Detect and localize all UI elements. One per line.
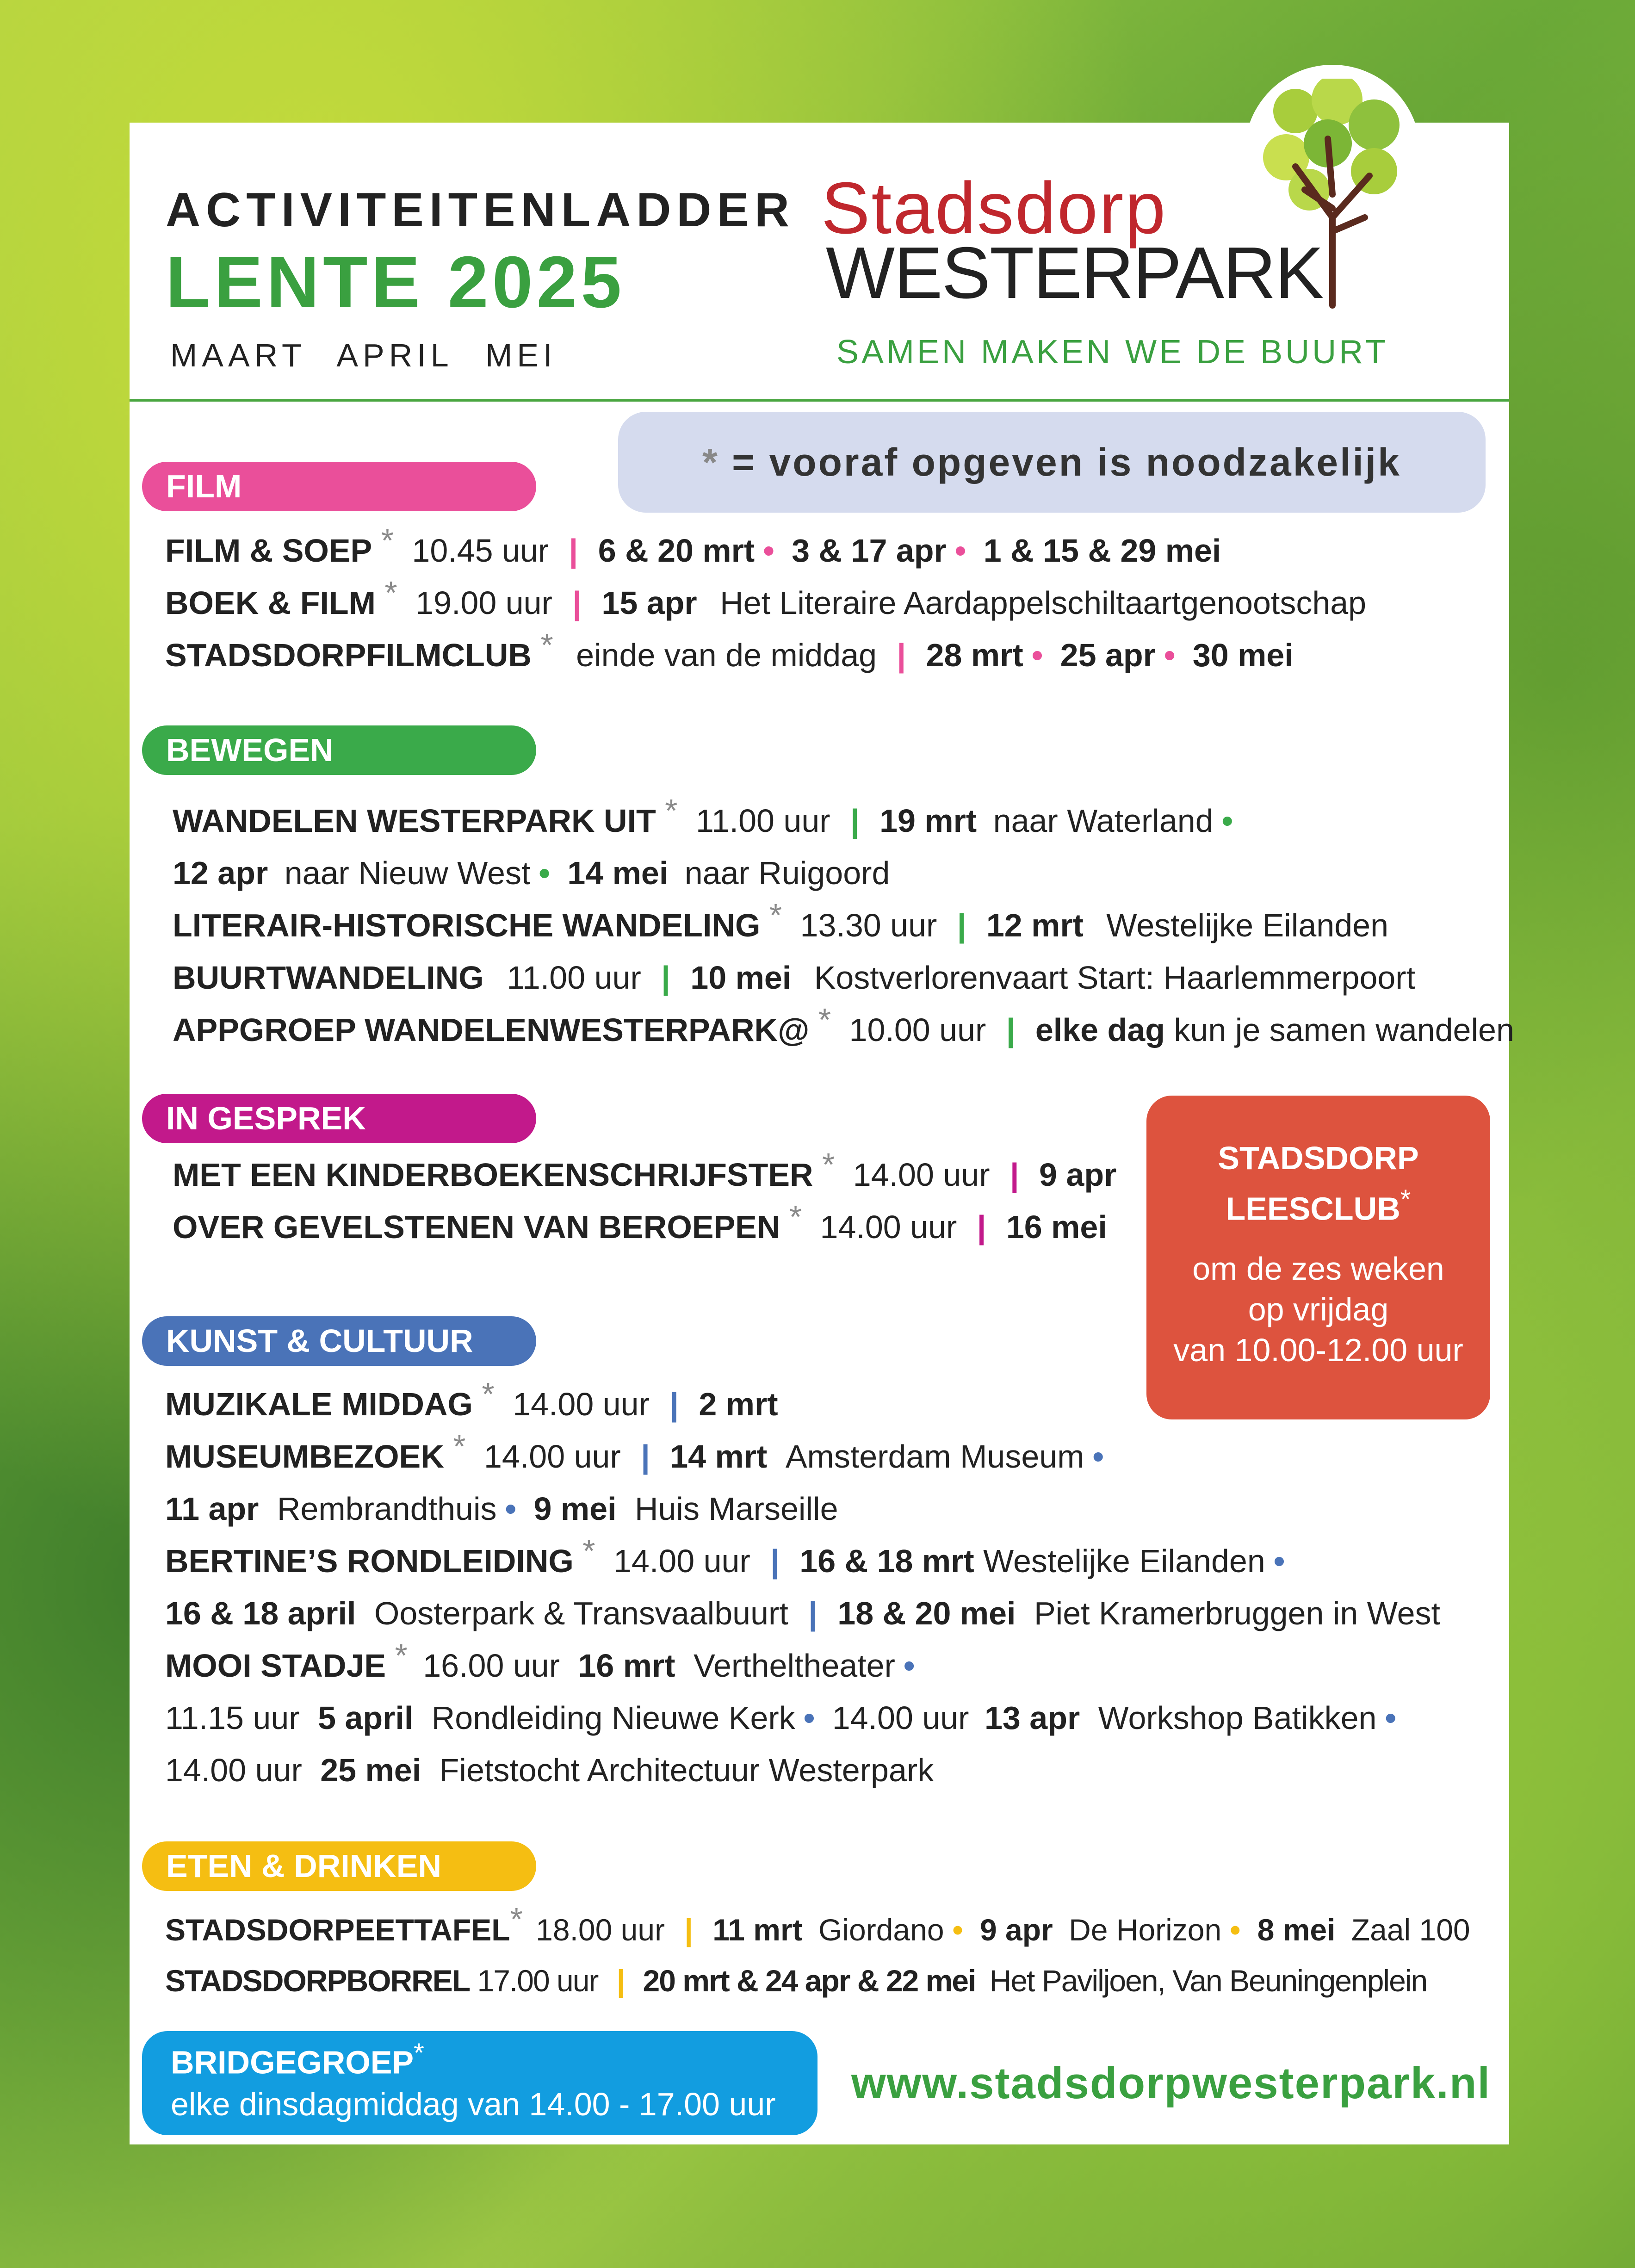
date: 3 & 17 apr [792, 533, 947, 569]
date: 25 apr [1060, 637, 1156, 673]
date: 2 mrt [699, 1386, 778, 1422]
date: 9 apr [1039, 1157, 1117, 1193]
date: 5 april [318, 1700, 414, 1736]
leesclub-box [1146, 1096, 1490, 1419]
description: Amsterdam Museum [785, 1438, 1084, 1475]
section-eten: ETEN & DRINKEN [142, 1841, 536, 1891]
logo-text-bottom: WESTERPARK [826, 232, 1323, 314]
description: Piet Kramerbruggen in West [1034, 1595, 1440, 1631]
time: 17.00 uur [477, 1964, 598, 1998]
time: 11.00 uur [695, 803, 830, 839]
kunst-line-2: MUSEUMBEZOEK * 14.00 uur | 14 mrt Amsterdam Museum • [165, 1428, 1104, 1475]
kunst-line-5: 16 & 18 april Oosterpark & Transvaalbuurt | 18 & 20 mei Piet Kramerbruggen in West [165, 1595, 1440, 1631]
activity-title: APPGROEP WANDELENWESTERPARK@ [173, 1012, 810, 1048]
activity-title: FILM & SOEP [165, 533, 372, 569]
description: Westelijke Eilanden [983, 1543, 1265, 1579]
activity-title: STADSDORPEETTAFEL [165, 1913, 510, 1947]
date: 14 mei [567, 855, 669, 891]
kunst-line-3: 11 apr Rembrandthuis • 9 mei Huis Marseille [165, 1491, 838, 1527]
eten-line-1: STADSDORPEETTAFEL* 18.00 uur | 11 mrt Giordano • 9 apr De Horizon • 8 mei Zaal 100 [165, 1901, 1470, 1947]
date: 11 mrt [712, 1913, 803, 1947]
section-kunst: KUNST & CULTUUR [142, 1316, 536, 1366]
date: 30 mei [1192, 637, 1294, 673]
description: naar Waterland [993, 803, 1214, 839]
date: 8 mei [1257, 1913, 1336, 1947]
time: 14.00 uur [853, 1157, 990, 1193]
leesclub-text-2: op vrijdag [1248, 1291, 1389, 1327]
date: 24 apr [765, 1964, 850, 1998]
description: naar Nieuw West [284, 855, 531, 891]
activity-title: MOOI STADJE [165, 1648, 386, 1684]
activity-title: LITERAIR-HISTORISCHE WANDELING [173, 907, 761, 943]
section-gesprek: IN GESPREK [142, 1094, 536, 1143]
month-label: MAART [170, 337, 306, 373]
time: 16.00 uur [423, 1648, 560, 1684]
description: Kostverlorenvaart Start: Haarlemmerpoort [814, 960, 1416, 996]
description: Workshop Batikken [1098, 1700, 1377, 1736]
date: 10 mei [690, 960, 792, 996]
asterisk: * [702, 440, 719, 484]
description: Het Paviljoen, Van Beuningenplein [989, 1964, 1427, 1998]
time: 10.45 uur [412, 533, 549, 569]
time: 11.15 uur [165, 1700, 300, 1736]
date: 12 mrt [986, 907, 1084, 943]
time: 18.00 uur [536, 1913, 665, 1947]
bewegen-line-3: LITERAIR-HISTORISCHE WANDELING * 13.30 uur | 12 mrt Westelijke Eilanden [173, 897, 1389, 943]
activity-title: BUURTWANDELING [173, 960, 484, 996]
time: 14.00 uur [513, 1386, 650, 1422]
time: 19.00 uur [415, 585, 552, 621]
date: 15 apr [601, 585, 697, 621]
film-line-2: BOEK & FILM * 19.00 uur | 15 apr Het Literaire Aardappelschiltaartgenootschap [165, 575, 1367, 621]
gesprek-line-1: MET EEN KINDERBOEKENSCHRIJFSTER * 14.00 uur | 9 apr [173, 1146, 1117, 1193]
description: naar Ruigoord [684, 855, 890, 891]
activity-title: OVER GEVELSTENEN VAN BEROEPEN [173, 1209, 780, 1245]
date: 13 apr [984, 1700, 1080, 1736]
time: 14.00 uur [832, 1700, 969, 1736]
kunst-line-6: MOOI STADJE * 16.00 uur 16 mrt Vertheltheater • [165, 1637, 915, 1684]
description: Oosterpark & Transvaalbuurt [374, 1595, 788, 1631]
date: 1 & 15 & 29 mei [983, 533, 1221, 569]
date: 16 & 18 april [165, 1595, 356, 1631]
film-line-3: STADSDORPFILMCLUB * einde van de middag | 28 mrt • 25 apr • 30 mei [165, 627, 1294, 673]
date: 14 mrt [670, 1438, 768, 1475]
website-link[interactable]: www.stadsdorpwesterpark.nl [851, 2058, 1491, 2108]
logo-tagline: SAMEN MAKEN WE DE BUURT [836, 334, 1388, 371]
film-line-1: FILM & SOEP * 10.45 uur | 6 & 20 mrt • 3 & 17 apr • 1 & 15 & 29 mei [165, 522, 1221, 569]
date: elke dag [1035, 1012, 1165, 1048]
description: Zaal 100 [1351, 1913, 1470, 1947]
section-bewegen: BEWEGEN [142, 725, 536, 775]
time: 14.00 uur [613, 1543, 750, 1579]
time: einde van de middag [576, 637, 877, 673]
description: Westelijke Eilanden [1106, 907, 1389, 943]
leesclub-title-1: STADSDORP [1218, 1140, 1419, 1176]
month-label: APRIL [336, 337, 453, 373]
bewegen-line-5: APPGROEP WANDELENWESTERPARK@ * 10.00 uur | elke dag kun je samen wandelen [173, 1002, 1514, 1048]
time: 14.00 uur [820, 1209, 957, 1245]
kunst-line-4: BERTINE’S RONDLEIDING * 14.00 uur | 16 & 18 mrt Westelijke Eilanden • [165, 1533, 1285, 1579]
date: 16 & 18 mrt [799, 1543, 974, 1579]
bewegen-line-2: 12 apr naar Nieuw West • 14 mei naar Ruigoord [173, 855, 890, 891]
logo-text-top: Stadsdorp [821, 167, 1167, 249]
bridge-text: elke dinsdagmiddag van 14.00 - 17.00 uur [171, 2086, 776, 2122]
date: 9 apr [979, 1913, 1053, 1947]
kunst-line-1: MUZIKALE MIDDAG * 14.00 uur | 2 mrt [165, 1376, 778, 1422]
bridge-title: BRIDGEGROEP* [171, 2038, 424, 2081]
date: 12 apr [173, 855, 268, 891]
leesclub-text-1: om de zes weken [1192, 1251, 1444, 1287]
leesclub-text-3: van 10.00-12.00 uur [1173, 1332, 1463, 1368]
section-film: FILM [142, 462, 536, 511]
activity-title: MUSEUMBEZOEK [165, 1438, 444, 1475]
activity-title: BOEK & FILM [165, 585, 376, 621]
description: Rembrandthuis [277, 1491, 497, 1527]
date: 18 & 20 mei [837, 1595, 1016, 1631]
description: Vertheltheater [694, 1648, 895, 1684]
season-title: LENTE 2025 [166, 242, 626, 323]
date: 28 mrt [926, 637, 1023, 673]
kunst-line-7: 11.15 uur 5 april Rondleiding Nieuwe Kerk • 14.00 uur 13 apr Workshop Batikken • [165, 1700, 1396, 1736]
date: 22 mei [886, 1964, 976, 1998]
time: 14.00 uur [165, 1752, 302, 1788]
registration-note [618, 412, 1486, 513]
description: Fietstocht Architectuur Westerpark [439, 1752, 934, 1788]
leesclub-title-2: LEESCLUB* [1226, 1184, 1411, 1227]
month-label: MEI [485, 337, 557, 373]
description: Rondleiding Nieuwe Kerk [431, 1700, 795, 1736]
activity-title: STADSDORPBORREL [165, 1964, 470, 1998]
description: De Horizon [1069, 1913, 1222, 1947]
time: 13.30 uur [800, 907, 937, 943]
date: 20 mrt [643, 1964, 729, 1998]
time: 10.00 uur [849, 1012, 986, 1048]
date: 6 & 20 mrt [598, 533, 755, 569]
bewegen-line-4: BUURTWANDELING 11.00 uur | 10 mei Kostverlorenvaart Start: Haarlemmerpoort [173, 960, 1416, 996]
note-text: = vooraf opgeven is noodzakelijk [719, 440, 1401, 484]
header-divider [130, 399, 1509, 402]
bridge-box [142, 2031, 818, 2135]
date: 16 mrt [578, 1648, 675, 1684]
description: Huis Marseille [634, 1491, 838, 1527]
date: 16 mei [1006, 1209, 1107, 1245]
activity-title: WANDELEN WESTERPARK UIT [173, 803, 656, 839]
description: Het Literaire Aardappelschiltaartgenootschap [720, 585, 1367, 621]
gesprek-line-2: OVER GEVELSTENEN VAN BEROEPEN * 14.00 uur | 16 mei [173, 1199, 1107, 1245]
eten-line-2: STADSDORPBORREL 17.00 uur | 20 mrt & 24 apr & 22 mei Het Paviljoen, Van Beuningenplein [165, 1964, 1427, 1998]
time: 11.00 uur [507, 960, 641, 996]
date: 19 mrt [879, 803, 977, 839]
bewegen-line-1: WANDELEN WESTERPARK UIT * 11.00 uur | 19 mrt naar Waterland • [173, 793, 1233, 839]
activity-title: STADSDORPFILMCLUB [165, 637, 532, 673]
description: Giordano [818, 1913, 944, 1947]
kunst-line-8 [165, 1752, 934, 1789]
tree-logo-icon [1258, 79, 1406, 310]
activity-title: MET EEN KINDERBOEKENSCHRIJFSTER [173, 1157, 813, 1193]
activity-title: BERTINE’S RONDLEIDING [165, 1543, 574, 1579]
date: 25 mei [320, 1752, 421, 1788]
description: kun je samen wandelen [1174, 1012, 1514, 1048]
activity-title: MUZIKALE MIDDAG [165, 1386, 473, 1422]
flyer-title: ACTIVITEITENLADDER [166, 183, 795, 237]
date: 9 mei [533, 1491, 617, 1527]
months [170, 337, 576, 374]
date: 11 apr [165, 1491, 259, 1527]
time: 14.00 uur [483, 1438, 621, 1475]
